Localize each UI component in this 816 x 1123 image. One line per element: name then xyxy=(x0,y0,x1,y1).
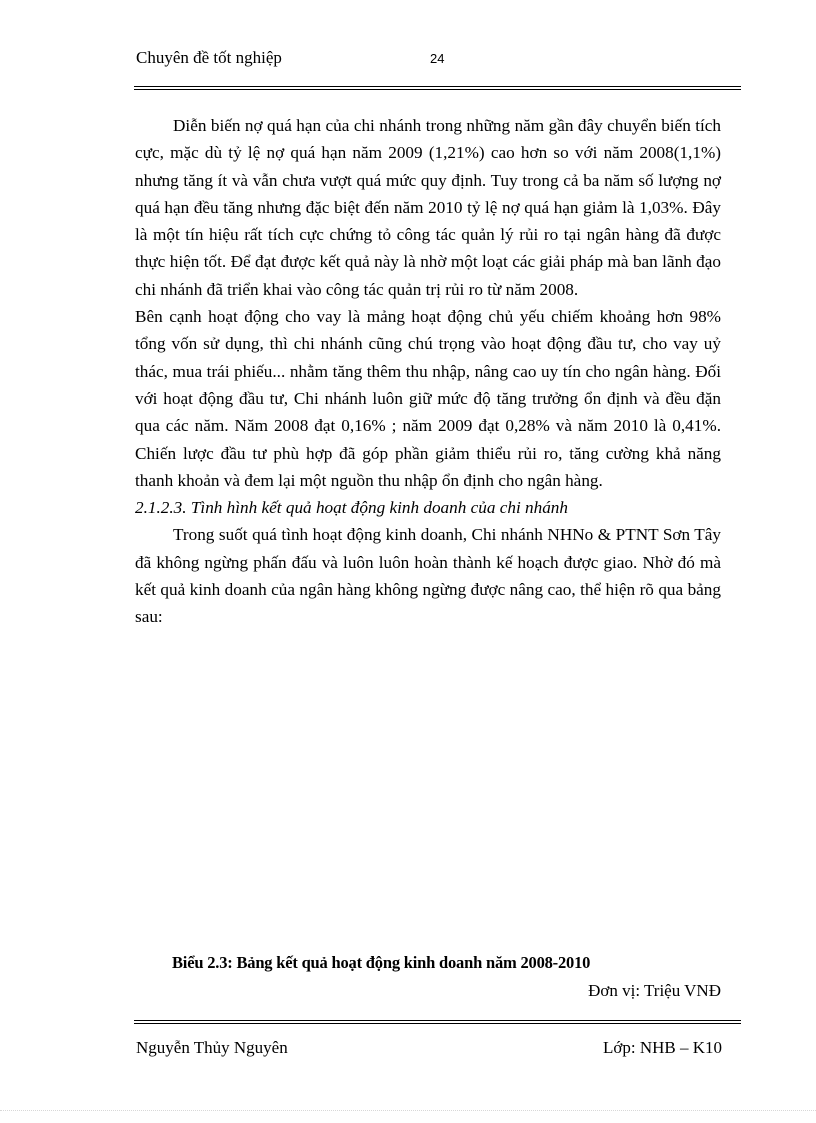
paragraph-business-results: Trong suốt quá tình hoạt động kinh doanh, Chi nhánh NHNo & PTNT Sơn Tây đã không ngừng phấn đấu và luôn luôn hoàn thành kế hoạch được giao. Nhờ đó mà kết quả kinh doanh của ngân hàng không ngừng được nâng cao, thể hiện rõ qua bảng sau: xyxy=(135,525,721,627)
footer-divider xyxy=(134,1020,741,1024)
page-bottom-edge xyxy=(0,1110,816,1111)
table-caption: Biểu 2.3: Bảng kết quả hoạt động kinh doanh năm 2008-2010 xyxy=(172,953,591,972)
footer-class: Lớp: NHB – K10 xyxy=(602,1038,722,1057)
section-heading: 2.1.2.3. Tình hình kết quả hoạt động kinh doanh của chi nhánh xyxy=(135,498,568,518)
footer-author: Nguyễn Thủy Nguyên xyxy=(136,1038,288,1057)
paragraph-investment-activity: Bên cạnh hoạt động cho vay là mảng hoạt động chủ yếu chiếm khoảng hơn 98% tổng vốn sử dụng, thì chi nhánh cũng chú trọng vào hoạt động đầu tư, cho vay uỷ thác, mua trái phiếu... nhằm tăng thêm thu nhập, nâng cao uy tín cho ngân hàng. Đối với hoạt động đầu tư, Chi nhánh luôn giữ mức độ tăng trưởng ổn định và đều đặn qua các năm. Năm 2008 đạt 0,16% ; năm 2009 đạt 0,28% và năm 2010 là 0,41%. Chiến lược đầu tư phù hợp đã góp phần giảm thiểu rủi ro, tăng cường khả năng thanh khoản và đem lại một nguồn thu nhập ổn định cho ngân hàng. xyxy=(135,307,721,490)
paragraph-overdue-debt: Diễn biến nợ quá hạn của chi nhánh trong những năm gần đây chuyển biến tích cực, mặc dù tỷ lệ nợ quá hạn năm 2009 (1,21%) cao hơn so với năm 2008(1,1%) nhưng tăng ít và vẫn chưa vượt quá mức quy định. Tuy trong cả ba năm số lượng nợ quá hạn đều tăng nhưng đặc biệt đến năm 2010 tỷ lệ nợ quá hạn giảm là 1,03%. Đây là một tín hiệu rất tích cực chứng tỏ công tác quản lý rủi ro tại ngân hàng đã được thực hiện tốt. Để đạt được kết quả này là nhờ một loạt các giải pháp mà ban lãnh đạo chi nhánh đã triển khai vào công tác quản trị rủi ro từ năm 2008. xyxy=(135,116,721,299)
header-divider xyxy=(134,86,741,90)
unit-label: Đơn vị: Triệu VNĐ xyxy=(588,981,721,1000)
header-title: Chuyên đề tốt nghiệp xyxy=(136,48,282,67)
document-body xyxy=(135,112,721,631)
page-number: 24 xyxy=(430,51,445,66)
